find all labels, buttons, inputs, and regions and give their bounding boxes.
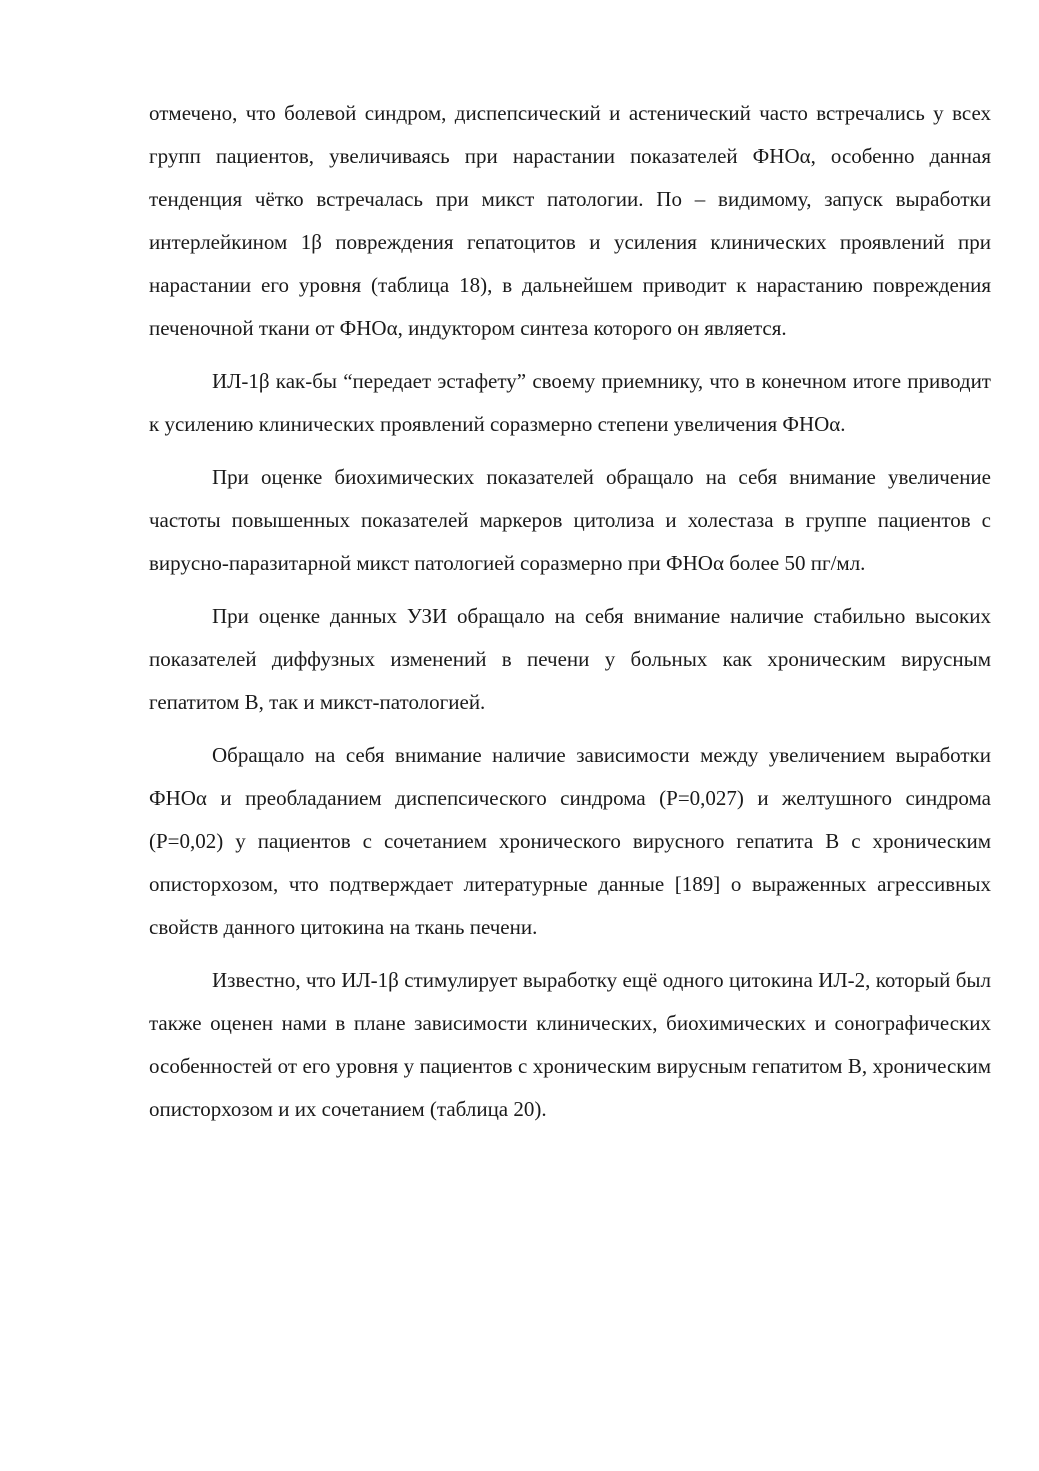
paragraph-1: отмечено, что болевой синдром, диспепсический и астенический часто встречались у всех групп пациентов, увеличиваясь при нарастании показателей ФНОα, особенно данная тенденция чётко встречалась при микст патологии. По – видимому, запуск выработки интерлейкином 1β повреждения гепатоцитов и усиления клинических проявлений при нарастании его уровня (таблица 18), в дальнейшем приводит к нарастанию повреждения печеночной ткани от ФНОα, индуктором синтеза которого он является. [149, 101, 991, 340]
paragraph-4: При оценке данных УЗИ обращало на себя внимание наличие стабильно высоких показателей диффузных изменений в печени у больных как хроническим вирусным гепатитом В, так и микст-патологией. [149, 604, 991, 714]
paragraph-6: Известно, что ИЛ-1β стимулирует выработку ещё одного цитокина ИЛ-2, который был также оценен нами в плане зависимости клинических, биохимических и сонографических особенностей от его уровня у пациентов с хроническим вирусным гепатитом В, хроническим описторхозом и их сочетанием (таблица 20). [149, 968, 991, 1121]
paragraph-3: При оценке биохимических показателей обращало на себя внимание увеличение частоты повышенных показателей маркеров цитолиза и холестаза в группе пациентов с вирусно-паразитарной микст патологией соразмерно при ФНОα более 50 пг/мл. [149, 465, 991, 575]
document-page [149, 92, 991, 1141]
paragraph-5: Обращало на себя внимание наличие зависимости между увеличением выработки ФНОα и преобладанием диспепсического синдрома (Р=0,027) и желтушного синдрома (Р=0,02) у пациентов с сочетанием хронического вирусного гепатита В с хроническим описторхозом, что подтверждает литературные данные [189] о выраженных агрессивных свойств данного цитокина на ткань печени. [149, 743, 991, 939]
paragraph-2: ИЛ-1β как-бы “передает эстафету” своему приемнику, что в конечном итоге приводит к усилению клинических проявлений соразмерно степени увеличения ФНОα. [149, 369, 991, 436]
